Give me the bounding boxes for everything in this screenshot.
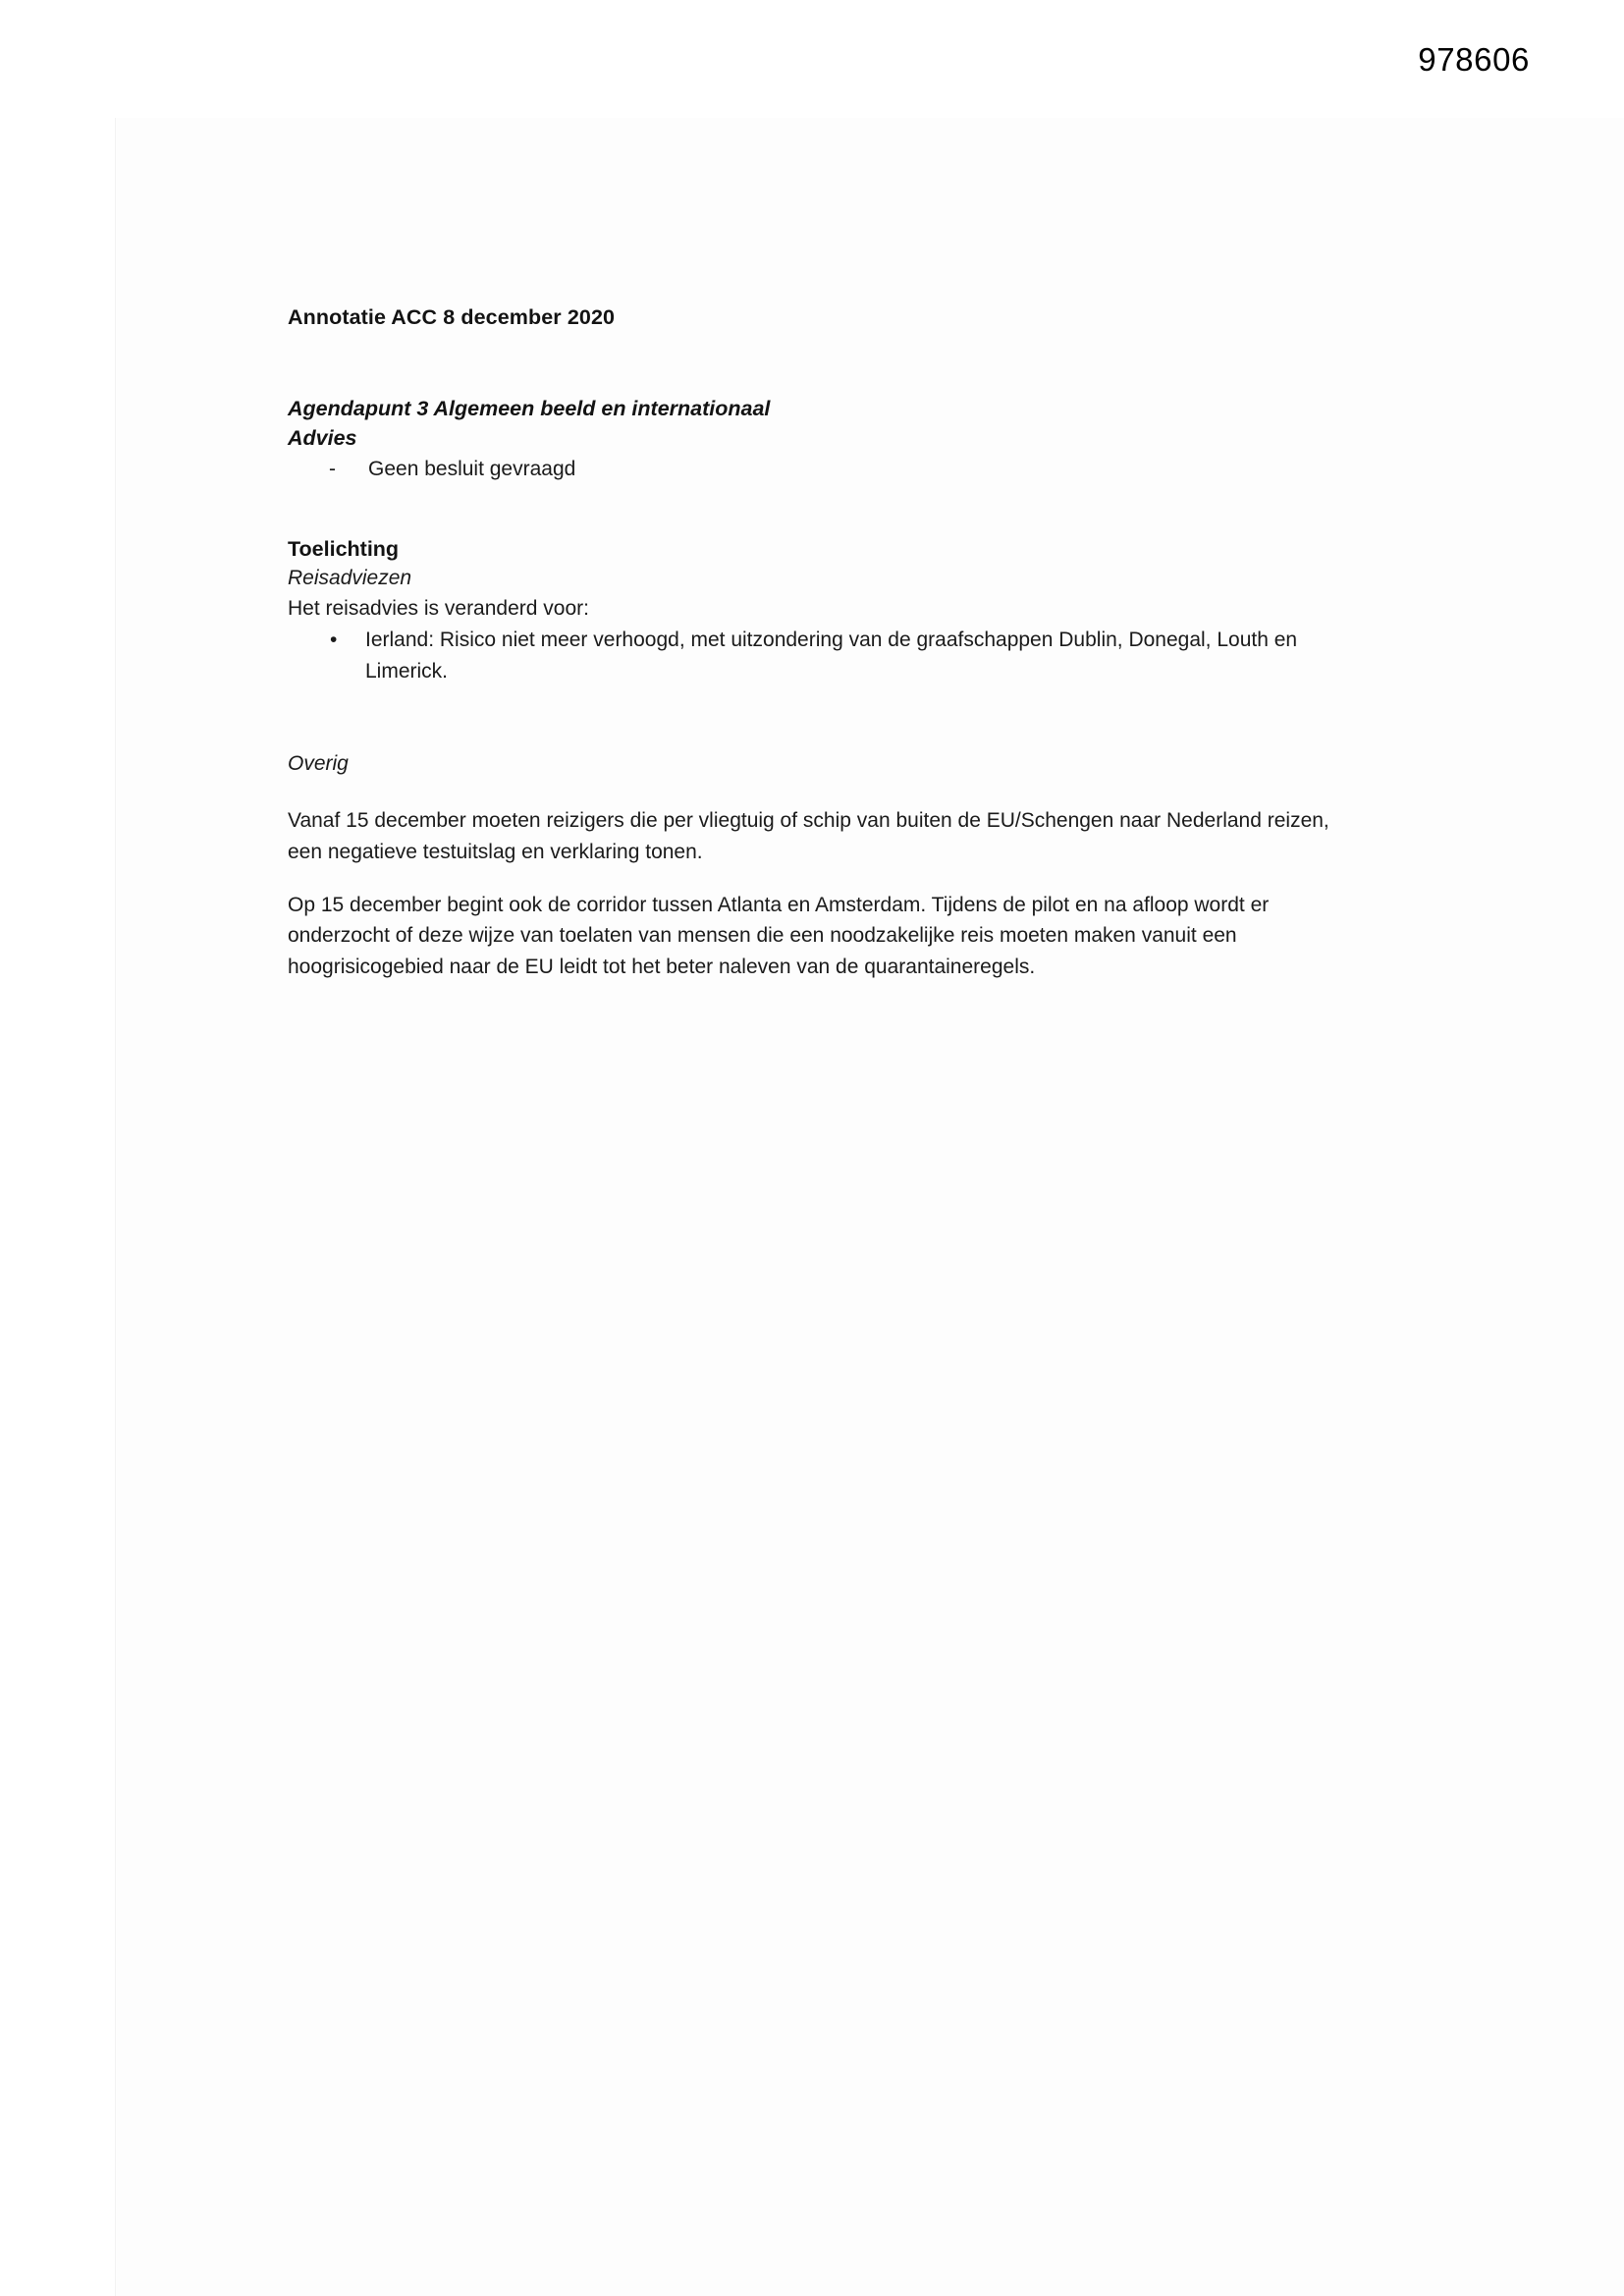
lead-in-text: Het reisadvies is veranderd voor: xyxy=(288,597,589,621)
section-heading-agendapunt-line1: Agendapunt 3 Algemeen beeld en internationaal xyxy=(288,396,771,420)
section-toelichting xyxy=(288,534,1368,687)
spacer xyxy=(288,485,1368,534)
subheading-reisadviezen: Reisadviezen xyxy=(288,567,412,590)
list-item xyxy=(288,454,1368,485)
section-heading-toelichting: Toelichting xyxy=(288,536,400,561)
reisadviezen-list xyxy=(288,625,1368,687)
document-stamp-number: 978606 xyxy=(1418,41,1530,78)
spacer xyxy=(288,779,1368,805)
section-heading-advies: Advies xyxy=(288,426,357,451)
page-title: Annotatie ACC 8 december 2020 xyxy=(288,305,616,329)
spacer xyxy=(288,332,1368,394)
document-body xyxy=(288,304,1368,983)
paragraph-testverklaring: Vanaf 15 december moeten reizigers die per vliegtuig of schip van buiten de EU/Schengen naar Nederland reizen, een negatieve testuitslag en verklaring tonen. xyxy=(288,808,1329,863)
list-item-text: Ierland: Risico niet meer verhoogd, met uitzondering van de graafschappen Dublin, Donegal, Louth en Limerick. xyxy=(365,629,1298,683)
list-item-text: Geen besluit gevraagd xyxy=(368,457,576,480)
subheading-overig: Overig xyxy=(288,751,349,775)
paragraph-corridor-atlanta: Op 15 december begint ook de corridor tussen Atlanta en Amsterdam. Tijdens de pilot en na afloop wordt er onderzocht of deze wijze van toelaten van mensen die een noodzakelijke reis moeten maken vanuit een hoogrisicogebied naar de EU leidt tot het beter naleven van de quarantaineregels. xyxy=(288,893,1270,979)
round-bullet-icon: • xyxy=(330,629,338,652)
dash-bullet-icon: - xyxy=(329,457,336,480)
spacer xyxy=(288,687,1368,749)
section-agendapunt xyxy=(288,394,1368,485)
section-overig xyxy=(288,749,1368,983)
advies-list xyxy=(288,454,1368,485)
list-item xyxy=(288,625,1368,687)
